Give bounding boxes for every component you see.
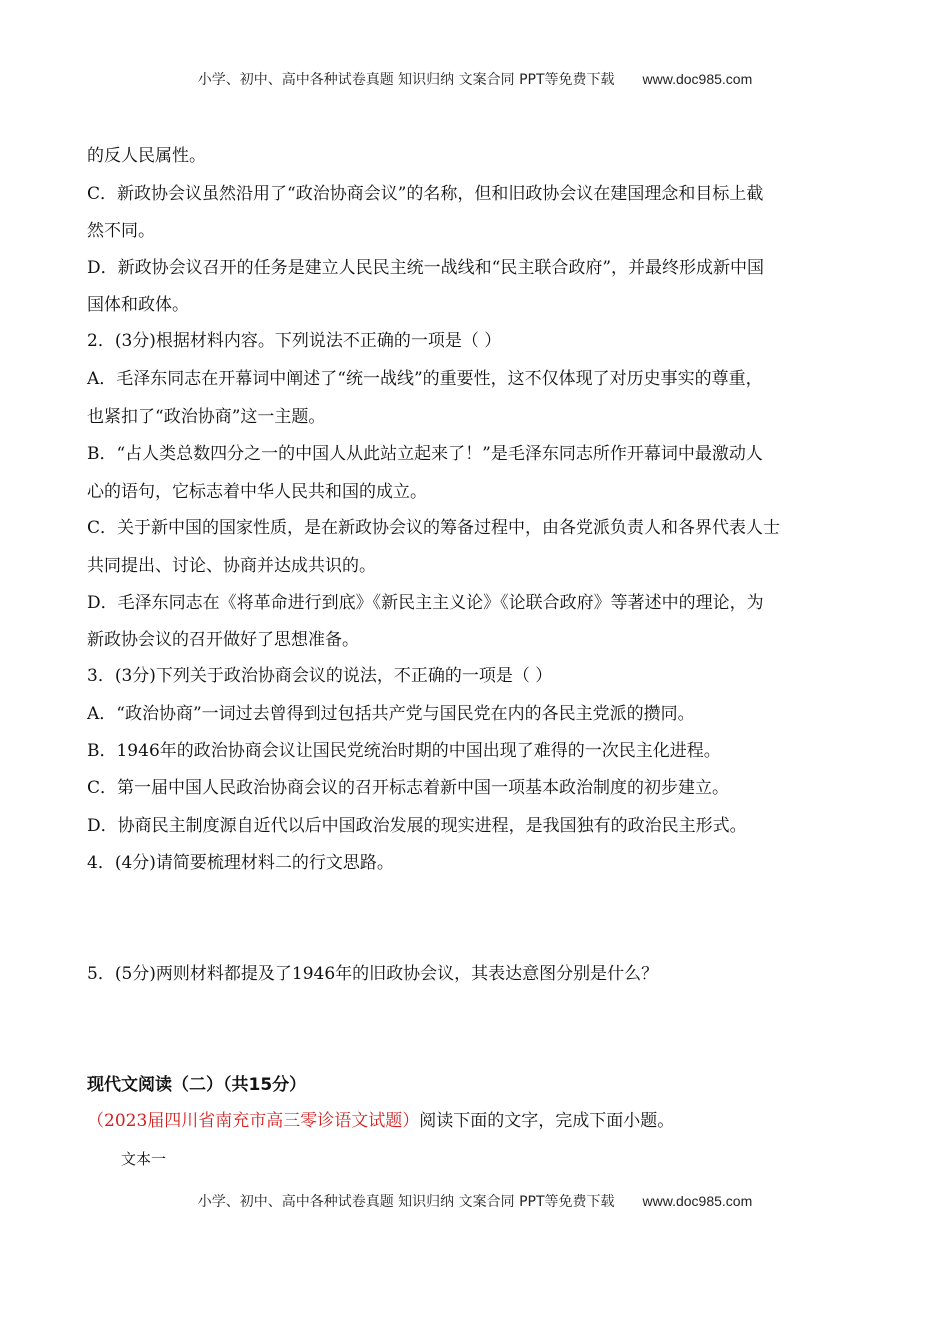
section-title: 现代文阅读（二）（共15分）: [87, 1075, 307, 1095]
text-line: C．第一届中国人民政治协商会议的召开标志着新中国一项基本政治制度的初步建立。: [87, 778, 730, 798]
instruction: 阅读下面的文字，完成下面小题。: [419, 1111, 675, 1131]
question-4: 4．(4分)请简要梳理材料二的行文思路。: [87, 853, 394, 873]
text-line: B．1946年的政治协商会议让国民党统治时期的中国出现了难得的一次民主化进程。: [87, 741, 721, 761]
text-line: 也紧扣了“政治协商”这一主题。: [87, 407, 326, 427]
text-line: 共同提出、讨论、协商并达成共识的。: [87, 556, 376, 576]
footer-text: 小学、初中、高中各种试卷真题 知识归纳 文案合同 PPT等免费下载: [197, 1194, 615, 1210]
question-5: 5．(5分)两则材料都提及了1946年的旧政协会议，其表达意图分别是什么？: [87, 964, 659, 984]
page-footer: [0, 1191, 950, 1211]
section-source-line: [87, 1110, 674, 1132]
text-line: 新政协会议的召开做好了思想准备。: [87, 630, 359, 650]
text-line: 的反人民属性。: [87, 146, 206, 166]
text-line: C．关于新中国的国家性质，是在新政协会议的筹备过程中，由各党派负责人和各界代表人士: [87, 518, 781, 538]
text-line: D．协商民主制度源自近代以后中国政治发展的现实进程，是我国独有的政治民主形式。: [87, 816, 747, 836]
question-3: 3．(3分)下列关于政治协商会议的说法，不正确的一项是（ ）: [87, 666, 553, 686]
footer-site[interactable]: www.doc985.com: [642, 1193, 753, 1209]
text-line: B．“占人类总数四分之一的中国人从此站立起来了！”是毛泽东同志所作开幕词中最激动人: [87, 444, 763, 464]
header-site[interactable]: www.doc985.com: [642, 71, 753, 87]
text-line: 心的语句，它标志着中华人民共和国的成立。: [87, 482, 427, 502]
question-2: 2．(3分)根据材料内容。下列说法不正确的一项是（ ）: [87, 331, 502, 351]
page-header: [0, 69, 950, 89]
text-line: 国体和政体。: [87, 295, 189, 315]
text-line: D．新政协会议召开的任务是建立人民民主统一战线和“民主联合政府”，并最终形成新中国: [87, 258, 765, 278]
text-line: D．毛泽东同志在《将革命进行到底》《新民主主义论》《论联合政府》等著述中的理论，为: [87, 593, 764, 613]
text-line: C．新政协会议虽然沿用了“政治协商会议”的名称，但和旧政协会议在建国理念和目标上截: [87, 184, 764, 204]
text-line: A．毛泽东同志在开幕词中阐述了“统一战线”的重要性，这不仅体现了对历史事实的尊重，: [87, 369, 763, 389]
text-label: 文本一: [121, 1150, 167, 1168]
header-text: 小学、初中、高中各种试卷真题 知识归纳 文案合同 PPT等免费下载: [197, 72, 615, 88]
text-line: A．“政治协商”一词过去曾得到过包括共产党与国民党在内的各民主党派的攒同。: [87, 704, 695, 724]
text-line: 然不同。: [87, 221, 155, 241]
source-label: （2023届四川省南充市高三零诊语文试题）: [87, 1111, 420, 1131]
